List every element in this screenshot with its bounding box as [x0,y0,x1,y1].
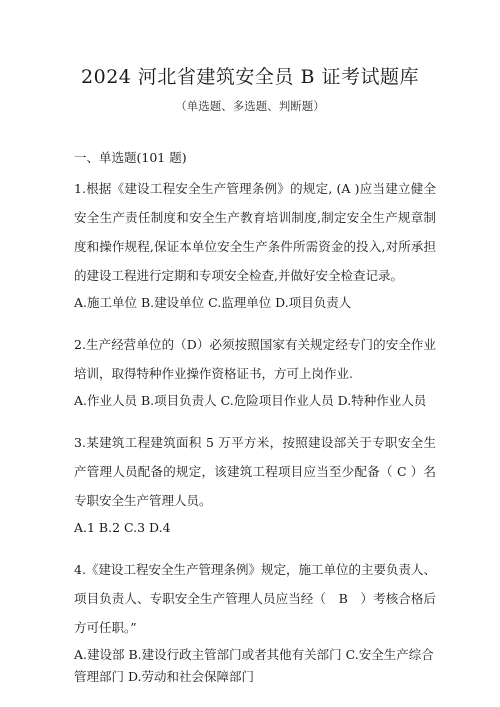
question-1 [74,174,436,314]
page-subtitle: （单选题、多选题、判断题） [175,99,325,113]
question-options: A.1 B.2 C.3 D.4 [74,520,171,535]
question-stem: 3.某建筑工程建筑面积 5 万平方米，按照建设部关于专职安全生产管理人员配备的规定，该建筑工程项目应当至少配备（ C ）名专职安全生产管理人员。 [74,435,436,508]
question-4 [74,555,436,688]
question-options: A.施工单位 B.建设单位 C.监理单位 D.项目负责人 [74,295,352,310]
question-stem: 4.《建设工程安全生产管理条例》规定，施工单位的主要负责人、项目负责人、专职安全生产管理人员应当经（ B ）考核合格后方可任职。” [74,562,436,635]
section-heading: 一、单选题(101 题) [74,150,187,165]
question-2 [74,330,436,412]
question-stem: 1.根据《建设工程安全生产管理条例》的规定, (A )应当建立健全安全生产责任制度和安全生产教育培训制度,制定安全生产规章制度和操作规程,保证本单位安全生产条件所需资金的投入,对所承担的建设工程进行定期和专项安全检查,并做好安全检查记录。 [74,181,436,283]
page-title: 2024 河北省建筑安全员 B 证考试题库 [81,66,419,88]
question-options: A.作业人员 B.项目负责人 C.危险项目作业人员 D.特种作业人员 [74,393,427,408]
question-options: A.建设部 B.建设行政主管部门或者其他有关部门 C.安全生产综合管理部门 D.劳动和社会保障部门 [74,647,434,684]
question-3 [74,428,436,539]
document-body [74,148,436,688]
question-stem: 2.生产经营单位的（D）必须按照国家有关规定经专门的安全作业培训，取得特种作业操作资格证书，方可上岗作业. [74,337,436,381]
